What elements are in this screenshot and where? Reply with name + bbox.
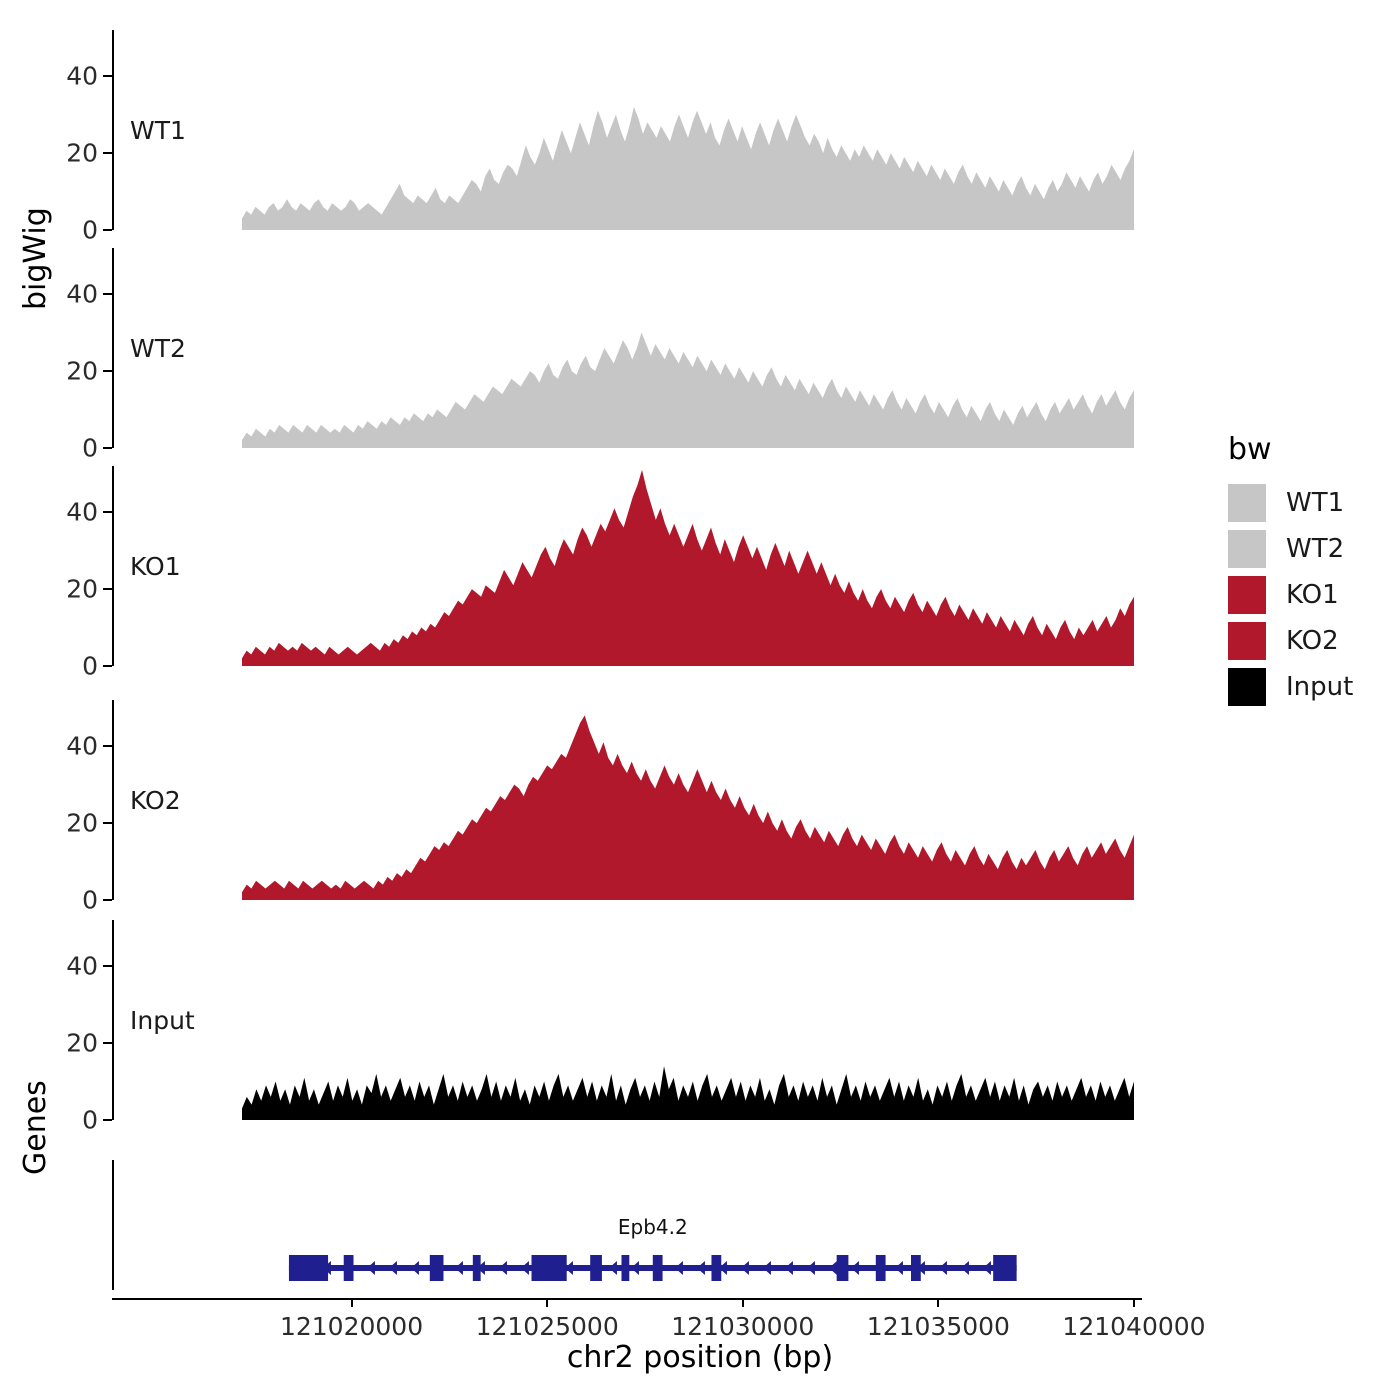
track-name-wt1: WT1 <box>130 116 186 145</box>
track-area-ko1 <box>112 466 1142 666</box>
y-axis-tick <box>103 1119 112 1121</box>
x-axis-tick <box>937 1298 939 1307</box>
y-axis-tick-label: 20 <box>66 808 98 838</box>
x-axis-tick-label: 121030000 <box>671 1312 815 1341</box>
legend-items <box>1228 481 1388 709</box>
y-axis-tick <box>103 229 112 231</box>
x-axis-title: chr2 position (bp) <box>566 1340 834 1375</box>
y-axis-tick-label: 0 <box>82 651 98 681</box>
x-axis-tick-label: 121020000 <box>279 1312 424 1341</box>
y-axis-tick <box>103 745 112 747</box>
track-area-ko2 <box>112 700 1142 900</box>
track-area-wt1 <box>112 30 1142 230</box>
x-axis-tick <box>546 1298 548 1307</box>
track-name-ko1: KO1 <box>130 552 181 581</box>
track-name-input: Input <box>130 1006 195 1035</box>
y-axis-tick <box>103 965 112 967</box>
legend-label: KO2 <box>1286 626 1339 656</box>
legend-item[interactable] <box>1228 527 1388 571</box>
legend-title: bw <box>1228 432 1272 467</box>
y-axis-tick <box>103 665 112 667</box>
y-axis-tick-label: 0 <box>82 1105 98 1135</box>
track-panel <box>66 248 1142 463</box>
legend-item[interactable] <box>1228 481 1388 525</box>
y-axis-tick-label: 20 <box>66 138 98 168</box>
legend-swatch <box>1228 576 1266 614</box>
legend-swatch <box>1228 622 1266 660</box>
y-axis-tick-label: 20 <box>66 574 98 604</box>
legend-item[interactable] <box>1228 619 1388 663</box>
y-axis-tick <box>103 152 112 154</box>
legend-swatch <box>1228 484 1266 522</box>
y-axis-group-label: bigWig <box>18 207 53 310</box>
x-axis-tick-label: 121025000 <box>475 1312 619 1341</box>
legend-swatch <box>1228 530 1266 568</box>
legend-swatch <box>1228 668 1266 706</box>
y-axis-tick <box>103 588 112 590</box>
legend-label: Input <box>1286 672 1354 702</box>
x-axis-tick <box>351 1298 353 1307</box>
y-axis-tick-label: 20 <box>66 356 98 386</box>
track-name-ko2: KO2 <box>130 786 181 815</box>
legend-label: WT1 <box>1286 488 1345 518</box>
y-axis-tick <box>103 1042 112 1044</box>
y-axis-tick <box>103 75 112 77</box>
y-axis-tick-label: 20 <box>66 1028 98 1058</box>
genes-panel <box>112 1160 1142 1290</box>
y-axis-tick-label: 0 <box>82 215 98 245</box>
track-panel <box>66 466 1142 681</box>
y-axis-tick <box>103 899 112 901</box>
legend-label: KO1 <box>1286 580 1339 610</box>
y-axis-tick <box>103 447 112 449</box>
y-axis-tick-label: 40 <box>66 951 98 981</box>
track-panel <box>66 30 1142 245</box>
gene-label: Epb4.2 <box>617 1215 688 1239</box>
track-area-input <box>112 920 1142 1120</box>
legend <box>1228 432 1388 711</box>
x-axis-tick <box>742 1298 744 1307</box>
y-axis-tick-label: 0 <box>82 885 98 915</box>
x-axis <box>112 1298 1206 1341</box>
y-axis-tick-label: 40 <box>66 61 98 91</box>
x-axis-tick-label: 121035000 <box>866 1312 1010 1341</box>
y-axis-tick-label: 40 <box>66 279 98 309</box>
track-name-wt2: WT2 <box>130 334 186 363</box>
track-panel <box>66 700 1142 915</box>
y-axis-tick <box>103 822 112 824</box>
y-axis-tick <box>103 511 112 513</box>
y-axis-tick <box>103 293 112 295</box>
x-axis-tick-label: 121040000 <box>1062 1312 1206 1341</box>
x-axis-tick <box>1133 1298 1135 1307</box>
y-axis-tick-label: 40 <box>66 731 98 761</box>
legend-item[interactable] <box>1228 665 1388 709</box>
track-panel <box>66 920 1142 1135</box>
legend-item[interactable] <box>1228 573 1388 617</box>
genes-axis-label: Genes <box>18 1080 53 1175</box>
y-axis-tick-label: 40 <box>66 497 98 527</box>
legend-label: WT2 <box>1286 534 1345 564</box>
y-axis-tick <box>103 370 112 372</box>
track-area-wt2 <box>112 248 1142 448</box>
y-axis-tick-label: 0 <box>82 433 98 463</box>
